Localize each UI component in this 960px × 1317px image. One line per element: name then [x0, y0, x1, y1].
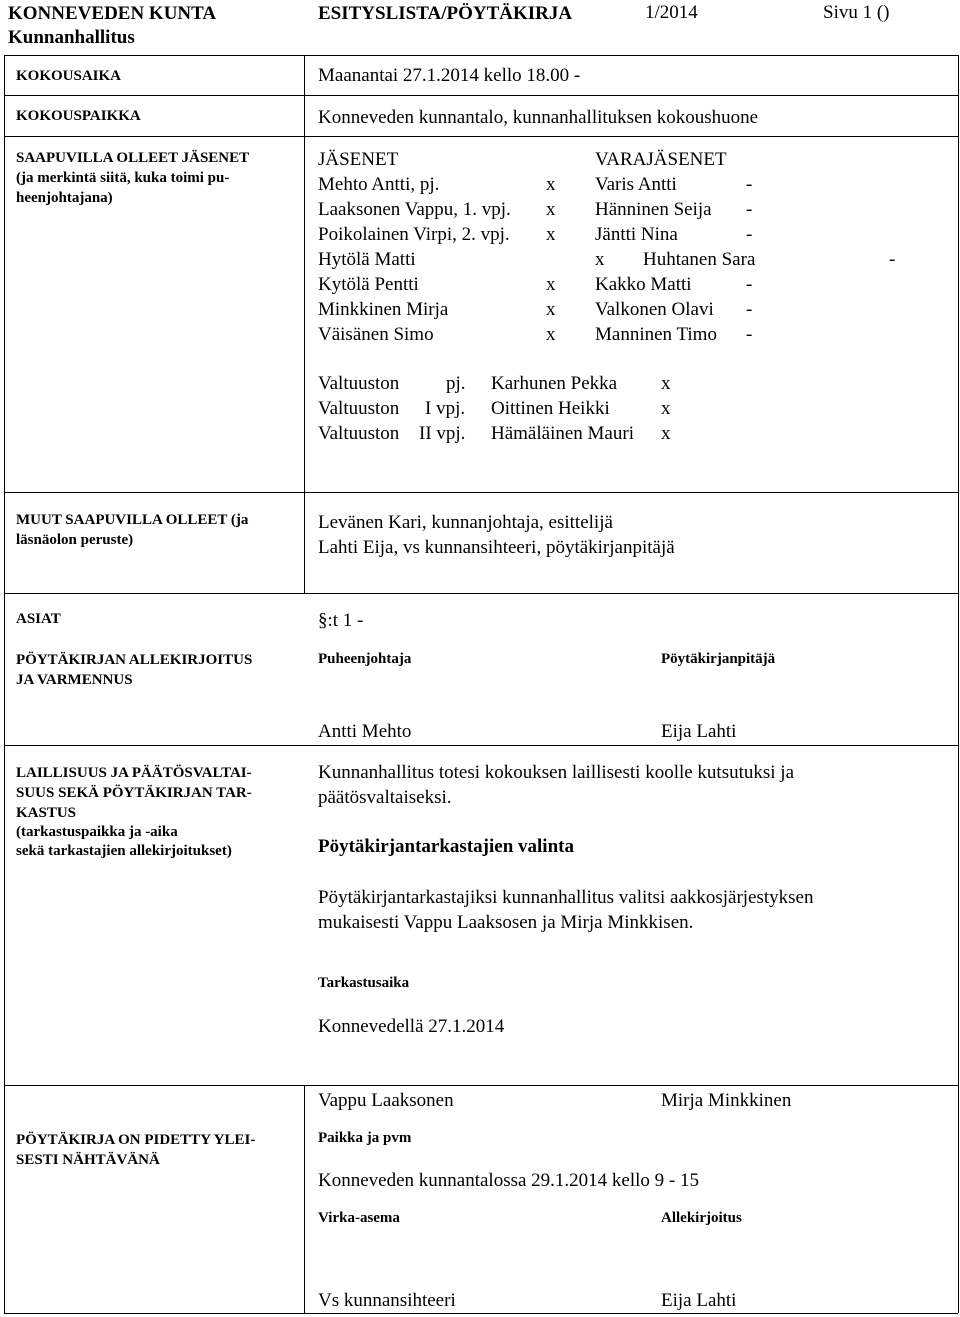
deputy-name: Jäntti Nina: [595, 224, 678, 245]
signer-position: Vs kunnansihteeri: [318, 1290, 456, 1311]
deputy-mark: -: [746, 199, 753, 220]
council-name: Hämäläinen Mauri: [491, 423, 634, 444]
secretary-label: Pöytäkirjanpitäjä: [661, 651, 776, 667]
others-label-line1: MUUT SAAPUVILLA OLLEET (ja: [16, 512, 249, 528]
member-mark: x: [546, 224, 556, 245]
legality-label-line2: SUUS SEKÄ PÖYTÄKIRJAN TAR-: [16, 785, 252, 801]
deputy-mark: x: [595, 249, 605, 270]
meeting-place-label: KOKOUSPAIKKA: [16, 108, 141, 124]
place-date-label: Paikka ja pvm: [318, 1130, 412, 1146]
page-number: Sivu 1 (): [823, 2, 890, 23]
position-label: Virka-asema: [318, 1210, 400, 1226]
deputy-mark: -: [746, 299, 753, 320]
signer-name: Eija Lahti: [661, 1290, 737, 1311]
check-time-label: Tarkastusaika: [318, 975, 410, 991]
legality-label-line1: LAILLISUUS JA PÄÄTÖSVALTAI-: [16, 765, 252, 781]
deputy-mark: -: [746, 174, 753, 195]
attendees-label-line2: (ja merkintä siitä, kuka toimi pu-: [16, 170, 230, 186]
document-type: ESITYSLISTA/PÖYTÄKIRJA: [318, 3, 573, 24]
legality-label-line5: sekä tarkastajien allekirjoitukset): [16, 843, 232, 859]
column-line-public: [304, 1085, 305, 1313]
deputy-mark: -: [746, 274, 753, 295]
others-label-line2: läsnäolon peruste): [16, 532, 134, 548]
meeting-time-label: KOKOUSAIKA: [16, 68, 122, 84]
checkers-heading: Pöytäkirjantarkastajien valinta: [318, 836, 574, 857]
member-mark: x: [546, 324, 556, 345]
council-title: I vpj.: [425, 398, 466, 419]
checker2-name: Mirja Minkkinen: [661, 1090, 792, 1111]
divider-bottom: [4, 1313, 958, 1314]
council-name: Karhunen Pekka: [491, 373, 618, 394]
divider-attendees: [4, 492, 958, 493]
checker1-name: Vappu Laaksonen: [318, 1090, 454, 1111]
divider-others: [4, 593, 958, 594]
chair-label: Puheenjohtaja: [318, 651, 412, 667]
public-place-date: Konneveden kunnantalossa 29.1.2014 kello 9 - 15: [318, 1170, 699, 1191]
document-number: 1/2014: [645, 2, 698, 23]
member-name: Laaksonen Vappu, 1. vpj.: [318, 199, 511, 220]
deputy-name: Varis Antti: [595, 174, 677, 195]
frame-right: [958, 55, 959, 1313]
secretary-name: Eija Lahti: [661, 721, 737, 742]
council-mark: x: [661, 398, 671, 419]
attendees-label-line3: heenjohtajana): [16, 190, 113, 206]
signature-label: Allekirjoitus: [661, 1210, 742, 1226]
attendees-label-line1: SAAPUVILLA OLLEET JÄSENET: [16, 150, 250, 166]
council-role: Valtuuston: [318, 423, 400, 444]
member-name: Väisänen Simo: [318, 324, 434, 345]
member-mark: x: [546, 199, 556, 220]
signing-label-line1: PÖYTÄKIRJAN ALLEKIRJOITUS: [16, 652, 253, 668]
legality-label-line3: KASTUS: [16, 805, 77, 821]
deputy-name: Valkonen Olavi: [595, 299, 714, 320]
legality-text-line1: Kunnanhallitus totesi kokouksen laillisesti koolle kutsutuksi ja: [318, 762, 795, 783]
column-line-top: [304, 55, 305, 493]
deputy-mark: -: [746, 224, 753, 245]
public-label-line1: PÖYTÄKIRJA ON PIDETTY YLEI-: [16, 1132, 256, 1148]
deputy-name: Hänninen Seija: [595, 199, 712, 220]
deputy-name: Kakko Matti: [595, 274, 692, 295]
member-mark: x: [546, 299, 556, 320]
public-label-line2: SESTI NÄHTÄVÄNÄ: [16, 1152, 160, 1168]
divider-place: [4, 136, 958, 137]
divider-top: [4, 55, 958, 56]
divider-time: [4, 95, 958, 96]
frame-left: [4, 55, 5, 1313]
council-mark: x: [661, 423, 671, 444]
council-title: pj.: [446, 373, 466, 394]
chair-name: Antti Mehto: [318, 721, 412, 742]
body-name: Kunnanhallitus: [8, 27, 135, 48]
deputy-name: Huhtanen Sara: [643, 249, 756, 270]
deputy-name: Manninen Timo: [595, 324, 717, 345]
member-name: Mehto Antti, pj.: [318, 174, 440, 195]
column-line-others: [304, 493, 305, 593]
others-line1: Levänen Kari, kunnanjohtaja, esittelijä: [318, 512, 613, 533]
checkers-body-line1: Pöytäkirjantarkastajiksi kunnanhallitus valitsi aakkosjärjestyksen: [318, 887, 814, 908]
member-name: Hytölä Matti: [318, 249, 416, 270]
divider-legality: [4, 1085, 958, 1086]
others-line2: Lahti Eija, vs kunnansihteeri, pöytäkirjanpitäjä: [318, 537, 675, 558]
members-header: JÄSENET: [318, 149, 399, 170]
signing-label-line2: JA VARMENNUS: [16, 672, 133, 688]
council-mark: x: [661, 373, 671, 394]
deputy-mark: -: [889, 249, 896, 270]
checkers-body-line2: mukaisesti Vappu Laaksosen ja Mirja Minkkisen.: [318, 912, 694, 933]
member-mark: x: [546, 274, 556, 295]
meeting-place-value: Konneveden kunnantalo, kunnanhallituksen kokoushuone: [318, 107, 759, 128]
deputy-mark: -: [746, 324, 753, 345]
member-name: Kytölä Pentti: [318, 274, 419, 295]
council-role: Valtuuston: [318, 373, 400, 394]
legality-text-line2: päätösvaltaiseksi.: [318, 787, 452, 808]
member-name: Minkkinen Mirja: [318, 299, 449, 320]
member-name: Poikolainen Virpi, 2. vpj.: [318, 224, 510, 245]
council-role: Valtuuston: [318, 398, 400, 419]
matters-label: ASIAT: [16, 611, 61, 627]
council-name: Oittinen Heikki: [491, 398, 610, 419]
check-place-date: Konnevedellä 27.1.2014: [318, 1016, 505, 1037]
member-mark: x: [546, 174, 556, 195]
meeting-time-value: Maanantai 27.1.2014 kello 18.00 -: [318, 65, 581, 86]
municipality-name: KONNEVEDEN KUNTA: [8, 3, 217, 24]
legality-label-line4: (tarkastuspaikka ja -aika: [16, 824, 178, 840]
council-title: II vpj.: [419, 423, 466, 444]
matters-value: §:t 1 -: [318, 610, 364, 631]
divider-signing: [4, 745, 958, 746]
deputies-header: VARAJÄSENET: [595, 149, 727, 170]
